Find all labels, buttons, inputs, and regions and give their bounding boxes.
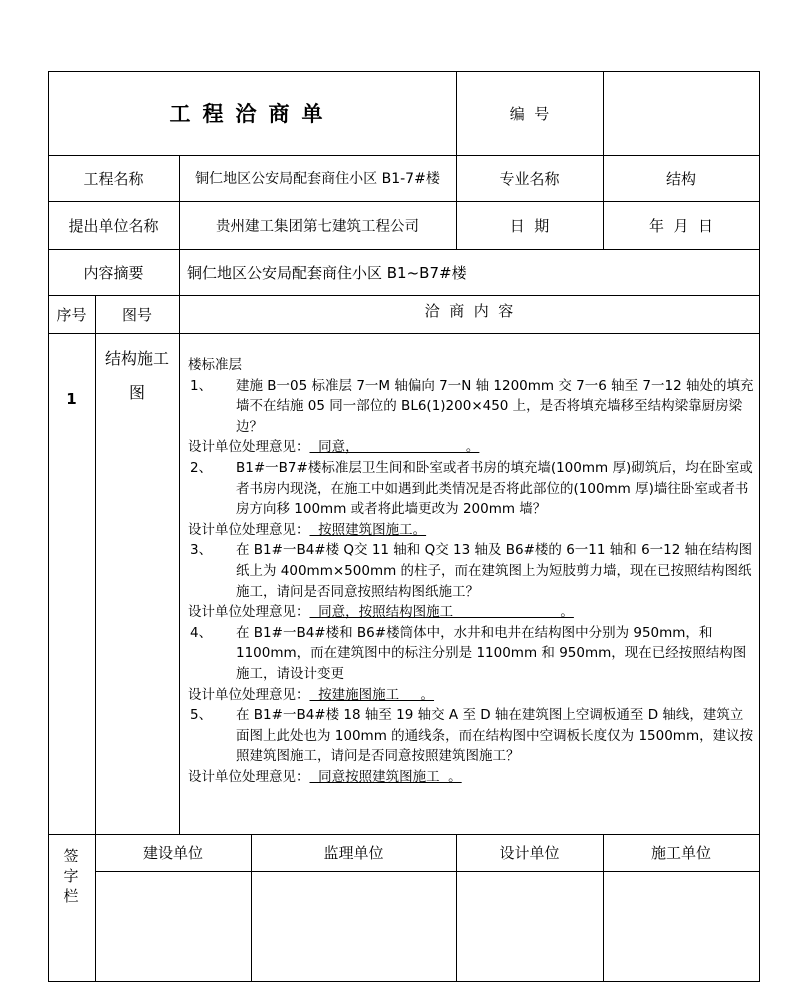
item-text: 在 B1#一B4#楼和 B6#楼筒体中，水井和电井在结构图中分别为 950mm，和 1100mm，而在建筑图中的标注分别是 1100mm 和 950mm，现在已经按照结构图施工，请设计变更 xyxy=(236,624,747,682)
list-item xyxy=(188,458,754,520)
border-bottom xyxy=(48,981,760,982)
response-label: 设计单位处理意见： xyxy=(188,604,310,621)
submitter-label: 提出单位名称 xyxy=(68,216,159,235)
summary-label: 内容摘要 xyxy=(83,263,144,282)
number-label: 编 号 xyxy=(509,104,550,123)
signature-unit-designer: 设计单位 xyxy=(499,844,560,862)
response-label: 设计单位处理意见： xyxy=(188,686,310,703)
number-value xyxy=(603,71,759,155)
signature-unit-contractor: 施工单位 xyxy=(650,844,711,862)
project-name-value: 铜仁地区公安局配套商住小区 B1-7#楼 xyxy=(195,171,440,187)
discipline-value: 结构 xyxy=(665,169,696,188)
item-number: 4、 xyxy=(190,624,213,641)
item-number: 2、 xyxy=(190,459,213,476)
row-divider xyxy=(48,333,760,334)
response-value: 同意， 。 xyxy=(309,439,480,456)
discipline-label: 专业名称 xyxy=(499,169,560,188)
item-text: 在 B1#一B4#楼 Q交 11 轴和 Q交 13 轴及 B6#楼的 6一11 轴和 6一12 轴在结构图纸上为 400mm×500mm 的柱子，而在建筑图上为短肢剪力墙，现在已按照结构图纸施工，请问是否同意按照结构图纸施工？ xyxy=(236,542,753,600)
border-right xyxy=(759,71,760,982)
date-value: 年 月 日 xyxy=(648,216,714,235)
date-label: 日 期 xyxy=(509,216,550,235)
content-header: 洽 商 内 容 xyxy=(424,301,514,320)
drawing-header: 图号 xyxy=(121,305,152,324)
item-text: 在 B1#一B4#楼 18 轴至 19 轴交 A 至 D 轴在建筑图上空调板通至 D 轴线，建筑立面图上此处也为 100mm 的通线条，而在结构图中空调板长度仅为 1500mm，建议按照建筑图施工，请问是否同意按照建筑图施工？ xyxy=(236,707,754,765)
entry-drawing: 结构施工图 xyxy=(104,349,169,402)
signature-unit-supervisor: 监理单位 xyxy=(323,844,384,862)
response-value: 同意按照建筑图施工 。 xyxy=(309,768,462,785)
response-label: 设计单位处理意见： xyxy=(188,439,310,456)
project-name-label: 工程名称 xyxy=(83,169,144,188)
signature-box-supervisor[interactable] xyxy=(252,872,456,981)
signature-box-contractor[interactable] xyxy=(604,872,759,981)
response-value: 同意，按照结构图施工 。 xyxy=(309,604,574,621)
item-text: B1#一B7#楼标准层卫生间和卧室或者书房的填充墙(100mm 厚)砌筑后，均在卧室或者书房内现浇，在施工中如遇到此类情况是否将此部位的(100mm 厚)墙往卧室或者书房方向移 100mm 或者将此墙更改为 200mm 墙？ xyxy=(236,459,753,518)
seq-header: 序号 xyxy=(56,305,87,324)
signature-box-owner[interactable] xyxy=(96,872,251,981)
summary-value: 铜仁地区公安局配套商住小区 B1~B7#楼 xyxy=(187,263,467,282)
list-item xyxy=(188,376,754,438)
item-number: 3、 xyxy=(190,542,213,559)
signature-box-designer[interactable] xyxy=(457,872,603,981)
signature-unit-owner: 建设单位 xyxy=(142,844,203,862)
entry-seq: 1 xyxy=(66,390,77,408)
engineering-negotiation-form xyxy=(48,71,760,982)
item-text: 建施 B一05 标准层 7一M 轴偏向 7一N 轴 1200mm 交 7一6 轴至 7一12 轴处的填充墙不在结施 05 同一部位的 BL6(1)200×450 上，是否将填充墙移至结构梁靠厨房梁边？ xyxy=(236,377,754,435)
response-value: 按照建筑图施工。 xyxy=(309,521,427,538)
signature-label: 签字栏 xyxy=(63,847,83,905)
list-item xyxy=(188,540,754,602)
response-label: 设计单位处理意见： xyxy=(188,521,310,538)
response-label: 设计单位处理意见： xyxy=(188,768,310,785)
section-title: 楼标准层 xyxy=(188,357,242,373)
negotiation-content xyxy=(188,355,754,787)
item-number: 1、 xyxy=(190,377,213,394)
design-response xyxy=(188,685,754,706)
design-response xyxy=(188,437,754,458)
design-response xyxy=(188,520,754,541)
design-response xyxy=(188,767,754,788)
list-item xyxy=(188,623,754,685)
submitter-value: 贵州建工集团第七建筑工程公司 xyxy=(216,218,419,235)
page-title: 工程洽商单 xyxy=(169,101,335,126)
response-value: 按建施图施工 。 xyxy=(309,686,435,703)
design-response xyxy=(188,602,754,623)
list-item xyxy=(188,705,754,767)
item-number: 5、 xyxy=(190,707,213,724)
